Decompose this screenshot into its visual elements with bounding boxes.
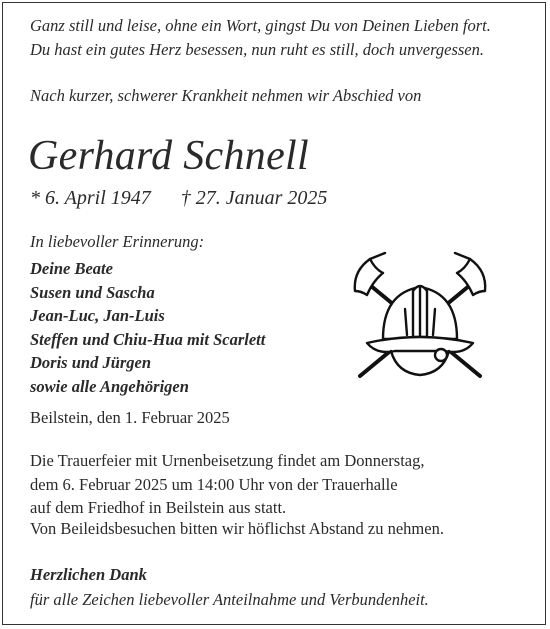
mourner: Jean-Luc, Jan-Luis <box>30 306 165 325</box>
condolence-note: Von Beileidsbesuchen bitten wir höflichst Abstand zu nehmen. <box>30 519 444 538</box>
memory-label: In liebevoller Erinnerung: <box>30 232 205 251</box>
deceased-name: Gerhard Schnell <box>28 133 309 179</box>
service-line: dem 6. Februar 2025 um 14:00 Uhr von der Trauerhalle <box>30 474 398 494</box>
death-date: † 27. Januar 2025 <box>180 187 328 209</box>
service-line: auf dem Friedhof in Beilstein aus statt. <box>30 498 287 517</box>
mourner: Deine Beate <box>30 259 113 278</box>
poem-line: Ganz still und leise, ohne ein Wort, gingst Du von Deinen Lieben fort. <box>30 16 491 35</box>
mourner: Susen und Sascha <box>30 282 155 302</box>
place-date: Beilstein, den 1. Februar 2025 <box>30 408 230 427</box>
mourner: Steffen und Chiu-Hua mit Scarlett <box>30 329 266 349</box>
life-dates <box>30 185 327 211</box>
birth-date: * 6. April 1947 <box>30 187 151 209</box>
service-line: Die Trauerfeier mit Urnenbeisetzung findet am Donnerstag, <box>30 451 425 470</box>
firefighter-helmet-crossed-axes-icon <box>345 251 495 386</box>
mourner: sowie alle Angehörigen <box>30 376 189 396</box>
mourners-list <box>30 257 265 398</box>
poem-line: Du hast ein gutes Herz besessen, nun ruht es still, doch unvergessen. <box>30 40 484 59</box>
thanks-text: für alle Zeichen liebevoller Anteilnahme und Verbundenheit. <box>30 590 429 609</box>
thanks-title: Herzlichen Dank <box>30 565 147 584</box>
poem <box>30 14 491 62</box>
mourner: Doris und Jürgen <box>30 353 152 372</box>
service-info <box>30 449 425 520</box>
intro-text: Nach kurzer, schwerer Krankheit nehmen wir Abschied von <box>30 86 422 105</box>
